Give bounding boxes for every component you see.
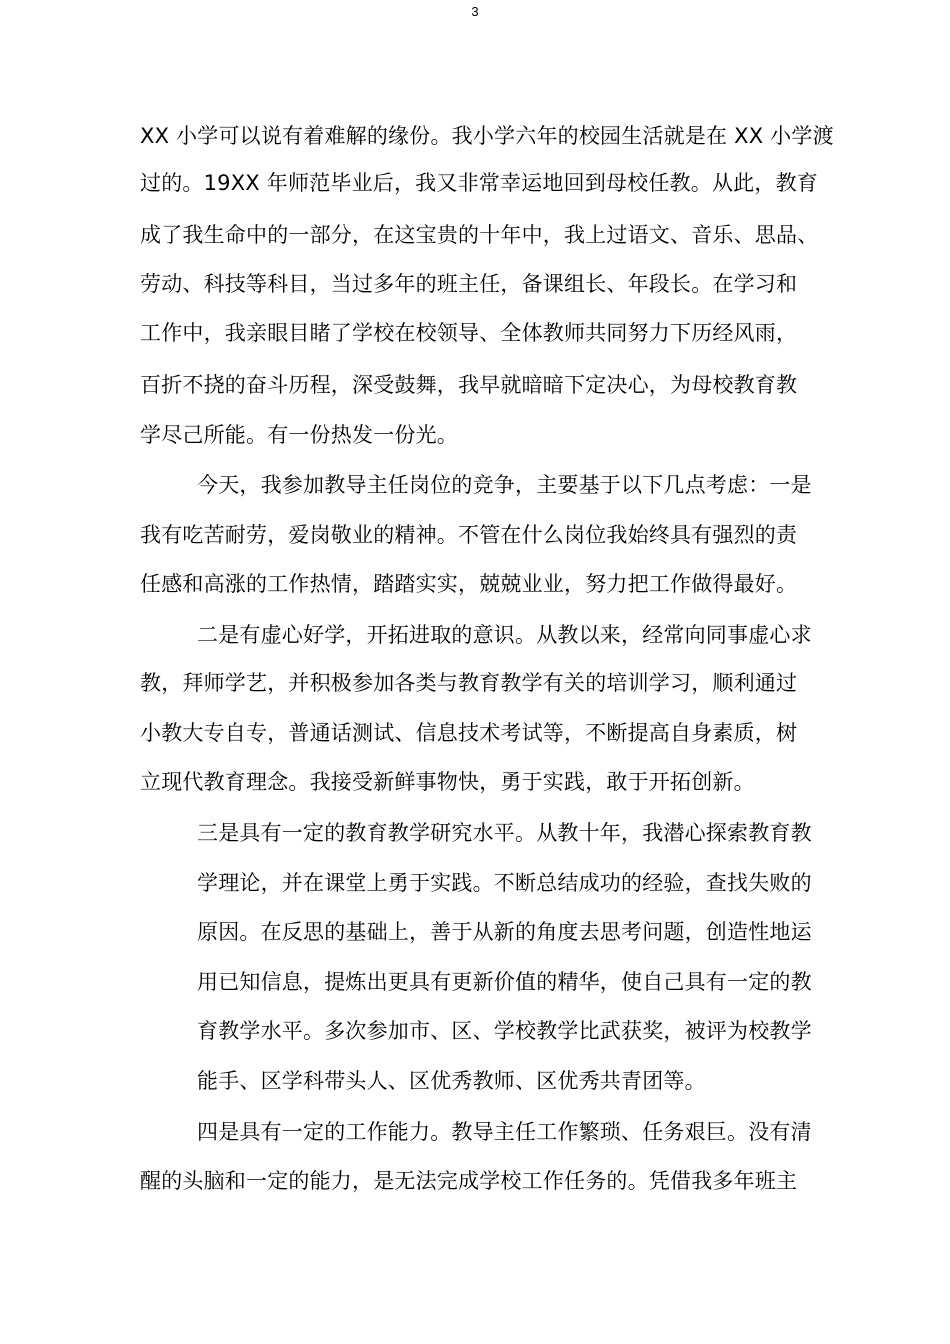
text-line: 三是具有一定的教育教学研究水平。从教十年，我潜心探索教育教 [197, 821, 812, 845]
text-line: 育教学水平。多次参加市、区、学校教学比武获奖，被评为校教学 [197, 1019, 812, 1043]
text-line: 醒的头脑和一定的能力，是无法完成学校工作任务的。凭借我多年班主 [140, 1169, 798, 1193]
text-line: 教，拜师学艺，并积极参加各类与教育教学有关的培训学习，顺利通过 [140, 671, 798, 695]
text-line: 劳动、科技等科目，当过多年的班主任，备课组长、年段长。在学习和 [140, 272, 798, 296]
text-line: 今天，我参加教导主任岗位的竞争，主要基于以下几点考虑：一是 [197, 473, 812, 497]
text-line: 工作中，我亲眼目睹了学校在校领导、全体教师共同努力下历经风雨， [140, 321, 798, 345]
text-line: 学尽己所能。有一份热发一份光。 [140, 423, 458, 447]
text-line: 立现代教育理念。我接受新鲜事物快，勇于实践，敢于开拓创新。 [140, 770, 755, 794]
text-line: 学理论，并在课堂上勇于实践。不断总结成功的经验，查找失败的 [197, 871, 812, 895]
page-number: 3 [471, 4, 479, 19]
text-line: 过的。19XX 年师范毕业后，我又非常幸运地回到母校任教。从此，教育 [140, 171, 818, 195]
text-line: XX 小学可以说有着难解的缘份。我小学六年的校园生活就是在 XX 小学渡 [140, 124, 834, 148]
text-line: 用已知信息，提炼出更具有更新价值的精华，使自己具有一定的教 [197, 970, 812, 994]
text-line: 小教大专自专，普通话测试、信息技术考试等，不断提高自身素质，树 [140, 721, 798, 745]
text-line: 原因。在反思的基础上，善于从新的角度去思考问题，创造性地运 [197, 920, 812, 944]
text-line: 百折不挠的奋斗历程，深受鼓舞，我早就暗暗下定决心，为母校教育教 [140, 373, 798, 397]
text-line: 成了我生命中的一部分，在这宝贵的十年中，我上过语文、音乐、思品、 [140, 223, 819, 247]
text-line: 任感和高涨的工作热情，踏踏实实，兢兢业业，努力把工作做得最好。 [140, 572, 798, 596]
text-line: 二是有虚心好学，开拓进取的意识。从教以来，经常向同事虚心求 [197, 623, 812, 647]
text-line: 能手、区学科带头人、区优秀教师、区优秀共青团等。 [197, 1069, 706, 1093]
text-line: 四是具有一定的工作能力。教导主任工作繁琐、任务艰巨。没有清 [197, 1120, 812, 1144]
text-line: 我有吃苦耐劳，爱岗敬业的精神。不管在什么岗位我始终具有强烈的责 [140, 523, 798, 547]
